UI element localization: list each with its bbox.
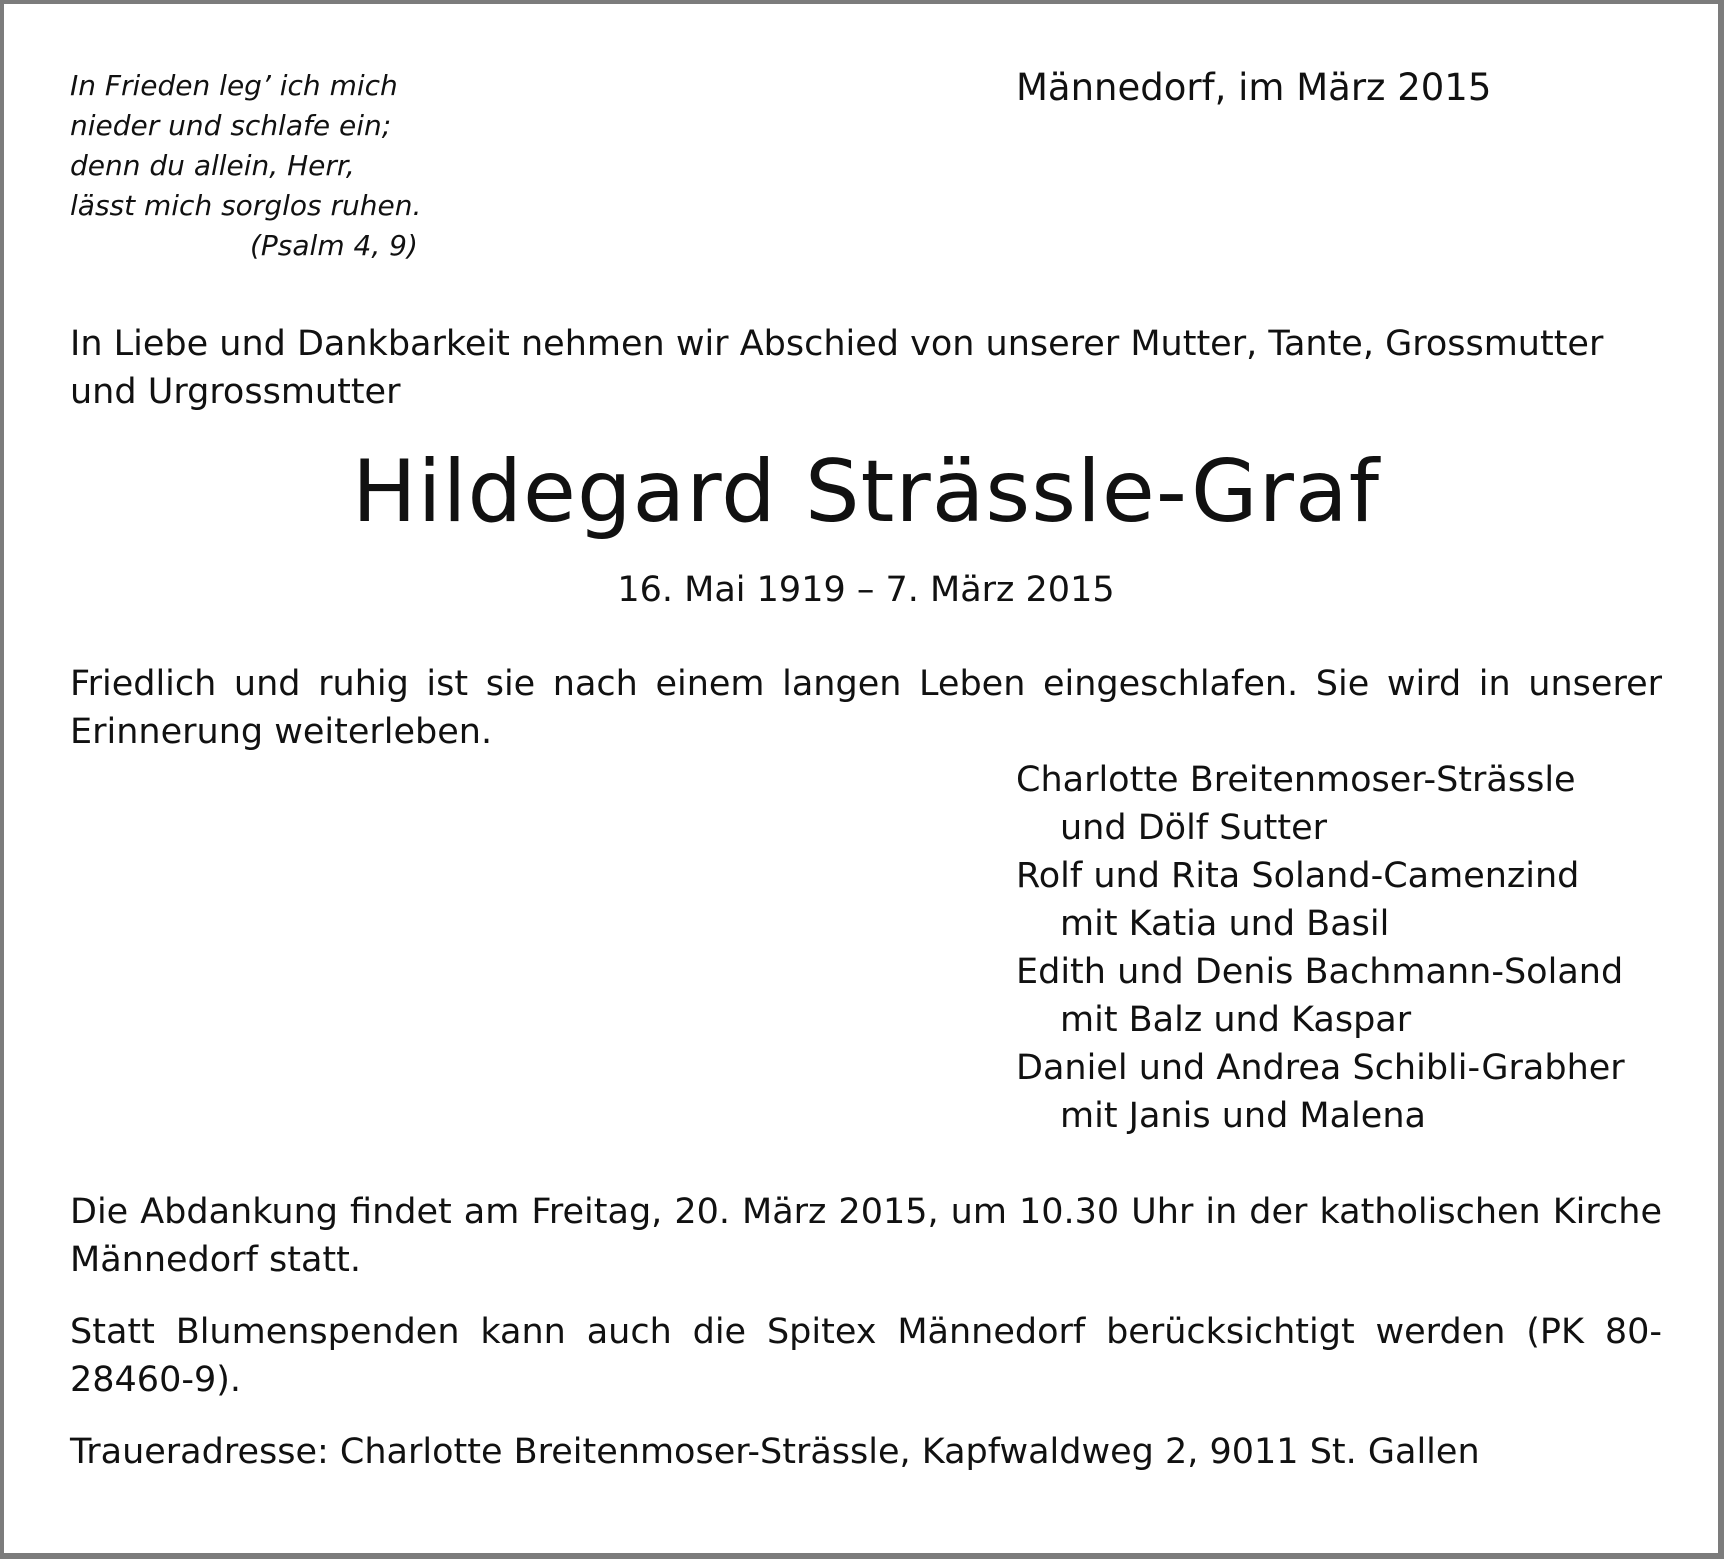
psalm-line: denn du allein, Herr, xyxy=(70,149,355,182)
mourner-with: und Dölf Sutter xyxy=(1060,808,1328,848)
deceased-name: Hildegard Strässle-Graf xyxy=(352,442,1380,542)
mourner-with: mit Balz und Kaspar xyxy=(1060,1000,1412,1040)
life-dates: 16. Mai 1919 – 7. März 2015 xyxy=(617,570,1115,610)
mourning-address: Traueradresse: Charlotte Breitenmoser-Strässle, Kapfwaldweg 2, 9011 St. Gallen xyxy=(70,1432,1480,1472)
mourner-with: mit Janis und Malena xyxy=(1060,1096,1426,1136)
psalm-line: nieder und schlafe ein; xyxy=(70,109,392,142)
mourners-list xyxy=(1016,756,1625,1140)
mourner-name: Charlotte Breitenmoser-Strässle xyxy=(1016,760,1576,800)
psalm-line: In Frieden leg’ ich mich xyxy=(70,69,398,102)
mourner-name: Daniel und Andrea Schibli-Grabher xyxy=(1016,1048,1625,1088)
donations-text: Statt Blumenspenden kann auch die Spitex Männedorf berücksichtigt werden (PK 80-28460-9). xyxy=(70,1312,1662,1400)
mourner-name: Edith und Denis Bachmann-Soland xyxy=(1016,952,1624,992)
message-text: Friedlich und ruhig ist sie nach einem langen Leben eingeschlafen. Sie wird in unserer Erinnerung weiterleben. xyxy=(70,664,1662,752)
psalm-reference: (Psalm 4, 9) xyxy=(250,229,418,262)
intro-text: In Liebe und Dankbarkeit nehmen wir Abschied von unserer Mutter, Tante, Grossmutter und Urgrossmutter xyxy=(70,324,1604,412)
ceremony-text: Die Abdankung findet am Freitag, 20. März 2015, um 10.30 Uhr in der katholischen Kirche Männedorf statt. xyxy=(70,1192,1662,1280)
psalm-line: lässt mich sorglos ruhen. xyxy=(70,189,422,222)
mourner-name: Rolf und Rita Soland-Camenzind xyxy=(1016,856,1580,896)
mourner-with: mit Katia und Basil xyxy=(1060,904,1390,944)
place-date: Männedorf, im März 2015 xyxy=(1016,66,1492,109)
psalm-quote xyxy=(70,66,421,266)
